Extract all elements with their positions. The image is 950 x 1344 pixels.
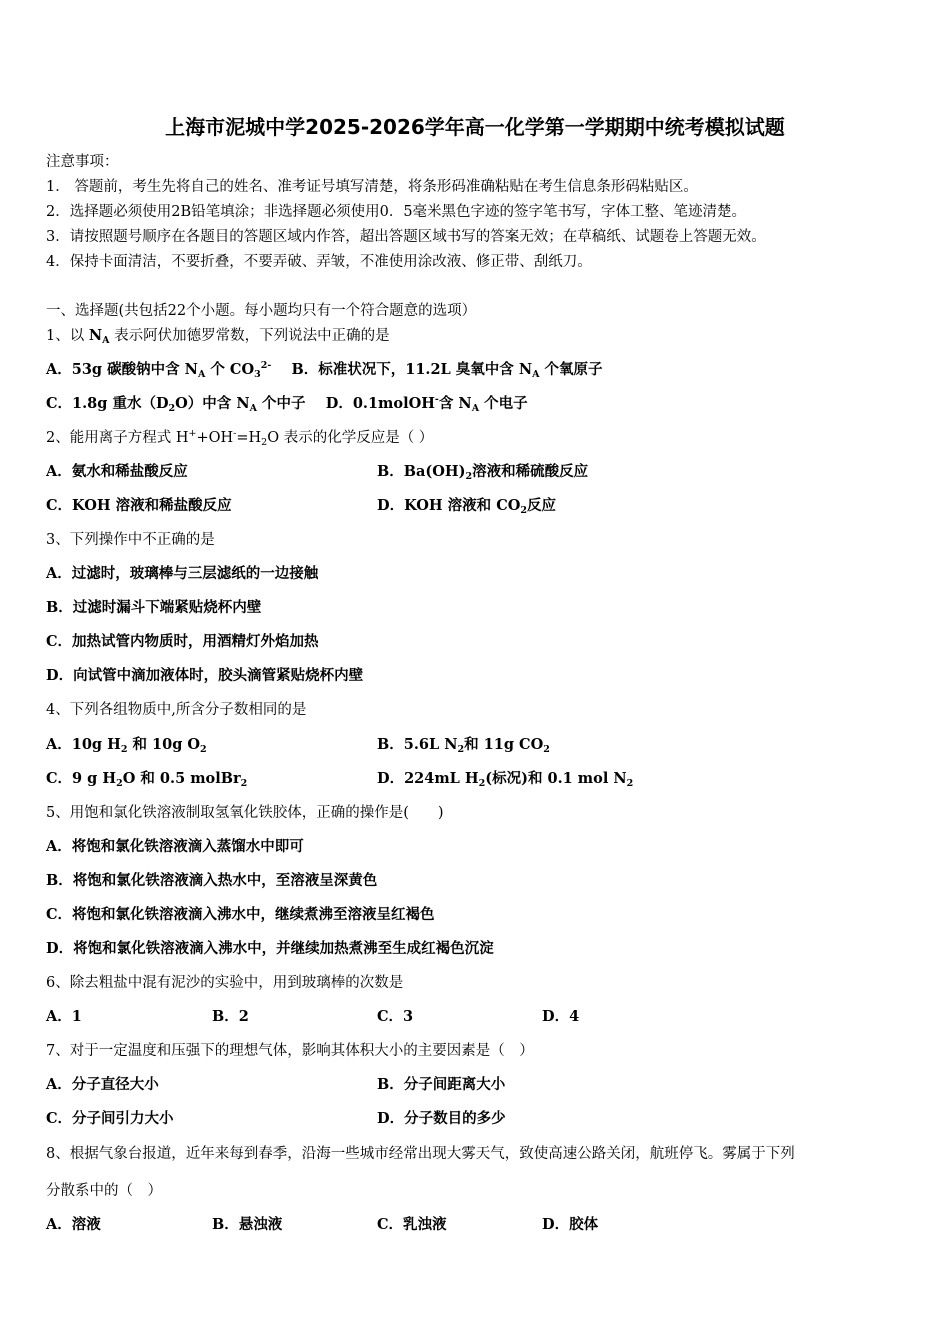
question-5-stem: 5、用饱和氯化铁溶液制取氢氧化铁胶体，正确的操作是( ) [46, 805, 444, 821]
option-b[interactable]: B．将饱和氯化铁溶液滴入热水中，至溶液呈深黄色 [46, 872, 378, 889]
notice-item: 1． 答题前，考生先将自己的姓名、准考证号填写清楚，将条形码准确粘贴在考生信息条形码粘贴区。 [46, 179, 698, 195]
option-b[interactable]: B．过滤时漏斗下端紧贴烧杯内壁 [46, 599, 262, 616]
option-c[interactable]: C．3 [377, 1008, 414, 1025]
option-d[interactable]: D．分子数目的多少 [377, 1110, 506, 1127]
option-b[interactable]: B．悬浊液 [212, 1216, 283, 1233]
option-b[interactable]: B．标准状况下，11.2L 臭氧中含 $N_A$ 个氧原子 [291, 361, 603, 380]
option-d[interactable]: D．向试管中滴加液体时，胶头滴管紧贴烧杯内壁 [46, 667, 364, 684]
option-b[interactable]: B．2 [212, 1008, 249, 1025]
option-c[interactable]: C．1.8g 重水$(D_2O)$中含 $N_A$ 个中子 [46, 395, 306, 414]
option-a[interactable]: A．过滤时，玻璃棒与三层滤纸的一边接触 [46, 565, 319, 582]
option-c[interactable]: C．加热试管内物质时，用酒精灯外焰加热 [46, 633, 319, 650]
notice-header: 注意事项： [46, 154, 119, 170]
option-a[interactable]: A．分子直径大小 [46, 1076, 159, 1093]
question-7-stem: 7、对于一定温度和压强下的理想气体，影响其体积大小的主要因素是（ ） [46, 1043, 534, 1059]
question-1-options-ab [46, 359, 603, 381]
question-2-stem: 2、能用离子方程式 $H^++OH^-=H_2O$ 表示的化学反应是（ ） [46, 428, 434, 448]
option-d[interactable]: D．KOH 溶液和 $CO_2$反应 [377, 497, 557, 516]
option-d[interactable]: D．将饱和氯化铁溶液滴入沸水中，并继续加热煮沸至生成红褐色沉淀 [46, 940, 494, 957]
option-c[interactable]: C．分子间引力大小 [46, 1110, 174, 1127]
page-title: 上海市泥城中学2025-2026学年高一化学第一学期期中统考模拟试题 [165, 115, 785, 139]
question-6-stem: 6、除去粗盐中混有泥沙的实验中，用到玻璃棒的次数是 [46, 975, 404, 991]
option-b[interactable]: B．分子间距离大小 [377, 1076, 506, 1093]
option-a[interactable]: A．1 [46, 1008, 82, 1025]
option-a[interactable]: A．53g 碳酸钠中含 $N_A$ 个 $CO_3^{2-}$ [46, 360, 272, 380]
option-c[interactable]: C．KOH 溶液和稀盐酸反应 [46, 497, 232, 514]
option-d[interactable]: D．0.1molOH-含 $N_A$ 个电子 [325, 394, 528, 414]
option-d[interactable]: D．224mL $H_2$(标况)和 0.1 mol $N_2$ [377, 770, 634, 789]
option-b[interactable]: B．5.6L $N_2$和 11g $CO_2$ [377, 736, 550, 755]
question-4-stem: 4、下列各组物质中,所含分子数相同的是 [46, 702, 307, 718]
option-c[interactable]: C．将饱和氯化铁溶液滴入沸水中，继续煮沸至溶液呈红褐色 [46, 906, 435, 923]
notice-item: 3．请按照题号顺序在各题目的答题区域内作答，超出答题区域书写的答案无效；在草稿纸、试题卷上答题无效。 [46, 229, 766, 245]
option-a[interactable]: A．溶液 [46, 1216, 101, 1233]
question-1-options-cd [46, 393, 528, 415]
notice-item: 2．选择题必须使用2B铅笔填涂；非选择题必须使用0．5毫米黑色字迹的签字笔书写，字体工整、笔迹清楚。 [46, 204, 747, 220]
section-heading: 一、选择题(共包括22个小题。每小题均只有一个符合题意的选项） [46, 303, 477, 319]
question-8-stem-cont: 分散系中的（ ） [46, 1183, 162, 1199]
option-c[interactable]: C．乳浊液 [377, 1216, 447, 1233]
option-a[interactable]: A．将饱和氯化铁溶液滴入蒸馏水中即可 [46, 838, 304, 855]
option-a[interactable]: A．10g $H_2$ 和 10g $O_2$ [46, 736, 207, 755]
notice-item: 4．保持卡面清洁，不要折叠，不要弄破、弄皱，不准使用涂改液、修正带、刮纸刀。 [46, 254, 592, 270]
option-d[interactable]: D．胶体 [542, 1216, 599, 1233]
option-b[interactable]: B．$Ba(OH)_2$溶液和稀硫酸反应 [377, 463, 589, 482]
question-8-stem: 8、根据气象台报道，近年来每到春季，沿海一些城市经常出现大雾天气，致使高速公路关闭，航班停飞。雾属于下列 [46, 1146, 795, 1162]
option-c[interactable]: C．9 g $H_2O$ 和 0.5 molBr$_2$ [46, 770, 248, 789]
question-3-stem: 3、下列操作中不正确的是 [46, 532, 215, 548]
option-d[interactable]: D．4 [542, 1008, 580, 1025]
question-1-stem: 1、以 $N_A$ 表示阿伏加德罗常数，下列说法中正确的是 [46, 327, 390, 346]
option-a[interactable]: A．氨水和稀盐酸反应 [46, 463, 188, 480]
